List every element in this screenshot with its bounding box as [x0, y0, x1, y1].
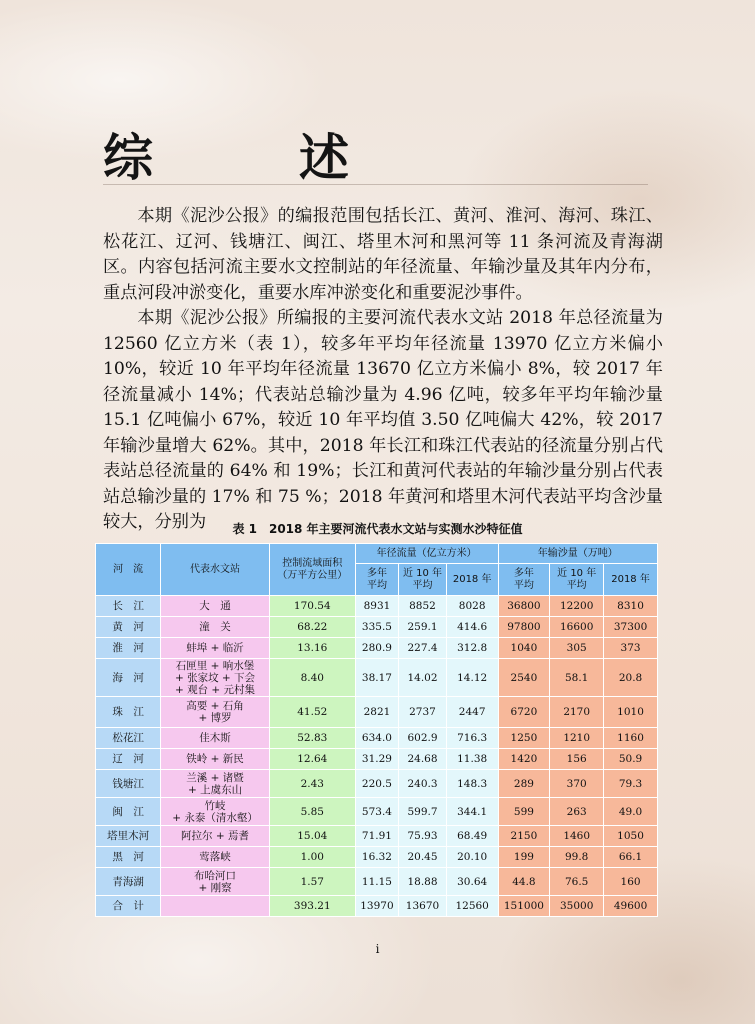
- cell-river: 辽 河: [96, 749, 161, 770]
- header-sediment-avg: 多年 平均: [498, 564, 550, 596]
- cell-r-10: 2737: [399, 697, 447, 728]
- cell-s-avg: 36800: [498, 596, 550, 617]
- cell-r-10: 8852: [399, 596, 447, 617]
- table-row: [96, 659, 658, 697]
- cell-area: 1.57: [269, 868, 355, 896]
- cell-r-avg: 634.0: [355, 728, 398, 749]
- cell-river: 黄 河: [96, 617, 161, 638]
- cell-area: 5.85: [269, 798, 355, 826]
- header-sediment-group: 年输沙量（万吨）: [498, 544, 657, 564]
- cell-area: 2.43: [269, 770, 355, 798]
- table-body: [96, 596, 658, 917]
- cell-river: 淮 河: [96, 638, 161, 659]
- cell-s-2018: 20.8: [604, 659, 658, 697]
- cell-s-avg: 151000: [498, 896, 550, 917]
- cell-s-avg: 1420: [498, 749, 550, 770]
- cell-area: 1.00: [269, 847, 355, 868]
- cell-s-10: 305: [550, 638, 604, 659]
- cell-r-2018: 344.1: [446, 798, 498, 826]
- table-row: [96, 798, 658, 826]
- cell-r-10: 14.02: [399, 659, 447, 697]
- cell-r-2018: 148.3: [446, 770, 498, 798]
- cell-river: 塔里木河: [96, 826, 161, 847]
- cell-s-avg: 2540: [498, 659, 550, 697]
- cell-river: 珠 江: [96, 697, 161, 728]
- cell-s-10: 156: [550, 749, 604, 770]
- table-row: [96, 770, 658, 798]
- table-row: [96, 638, 658, 659]
- cell-area: 170.54: [269, 596, 355, 617]
- cell-r-10: 599.7: [399, 798, 447, 826]
- hydrology-table: [95, 543, 658, 917]
- cell-s-2018: 8310: [604, 596, 658, 617]
- cell-r-avg: 11.15: [355, 868, 398, 896]
- table-row: [96, 847, 658, 868]
- cell-area: 68.22: [269, 617, 355, 638]
- cell-s-2018: 66.1: [604, 847, 658, 868]
- cell-r-2018: 8028: [446, 596, 498, 617]
- cell-s-10: 12200: [550, 596, 604, 617]
- cell-s-10: 99.8: [550, 847, 604, 868]
- header-runoff-group: 年径流量（亿立方米）: [355, 544, 498, 564]
- cell-station: 石匣里 + 响水堡 + 张家坟 + 下会 + 观台 + 元村集: [161, 659, 270, 697]
- cell-s-2018: 37300: [604, 617, 658, 638]
- title-divider: [103, 184, 648, 185]
- cell-r-2018: 14.12: [446, 659, 498, 697]
- cell-s-avg: 2150: [498, 826, 550, 847]
- page-number: i: [375, 942, 380, 956]
- table-caption: 表 1 2018 年主要河流代表水文站与实测水沙特征值: [232, 522, 523, 536]
- cell-river: 青海湖: [96, 868, 161, 896]
- header-runoff-2018: 2018 年: [446, 564, 498, 596]
- cell-station: 潼 关: [161, 617, 270, 638]
- cell-r-2018: 20.10: [446, 847, 498, 868]
- cell-area: 52.83: [269, 728, 355, 749]
- cell-s-2018: 49600: [604, 896, 658, 917]
- cell-s-avg: 599: [498, 798, 550, 826]
- cell-s-10: 58.1: [550, 659, 604, 697]
- header-area: 控制流域面积 （万平方公里）: [269, 544, 355, 596]
- table-row: [96, 749, 658, 770]
- header-runoff-10yr: 近 10 年 平均: [399, 564, 447, 596]
- cell-area: 15.04: [269, 826, 355, 847]
- cell-river: 黑 河: [96, 847, 161, 868]
- cell-area: 13.16: [269, 638, 355, 659]
- cell-s-10: 370: [550, 770, 604, 798]
- cell-s-avg: 1040: [498, 638, 550, 659]
- cell-s-10: 1210: [550, 728, 604, 749]
- table-row: [96, 728, 658, 749]
- table-row: [96, 826, 658, 847]
- header-sediment-10yr: 近 10 年 平均: [550, 564, 604, 596]
- cell-r-2018: 312.8: [446, 638, 498, 659]
- paragraph-1: 本期《泥沙公报》的编报范围包括长江、黄河、淮河、海河、珠江、松花江、辽河、钱塘江、闽江、塔里木河和黑河等 11 条河流及青海湖区。内容包括河流主要水文控制站的年径流量、年输沙量及其年内分布，重点河段冲淤变化，重要水库冲淤变化和重要泥沙事件。: [103, 206, 663, 303]
- cell-r-10: 240.3: [399, 770, 447, 798]
- header-runoff-avg: 多年 平均: [355, 564, 398, 596]
- cell-s-2018: 1050: [604, 826, 658, 847]
- header-river: 河 流: [96, 544, 161, 596]
- cell-s-2018: 1010: [604, 697, 658, 728]
- table-row: [96, 596, 658, 617]
- cell-r-2018: 30.64: [446, 868, 498, 896]
- cell-station: 布哈河口 + 刚察: [161, 868, 270, 896]
- cell-station: 高要 + 石角 + 博罗: [161, 697, 270, 728]
- cell-station: 莺落峡: [161, 847, 270, 868]
- cell-r-avg: 280.9: [355, 638, 398, 659]
- cell-s-2018: 1160: [604, 728, 658, 749]
- cell-station: [161, 896, 270, 917]
- cell-river: 松花江: [96, 728, 161, 749]
- cell-s-2018: 373: [604, 638, 658, 659]
- cell-s-avg: 6720: [498, 697, 550, 728]
- cell-r-10: 227.4: [399, 638, 447, 659]
- cell-station: 大 通: [161, 596, 270, 617]
- cell-river: 闽 江: [96, 798, 161, 826]
- cell-r-2018: 12560: [446, 896, 498, 917]
- cell-station: 佳木斯: [161, 728, 270, 749]
- cell-r-10: 13670: [399, 896, 447, 917]
- cell-s-10: 16600: [550, 617, 604, 638]
- cell-r-avg: 38.17: [355, 659, 398, 697]
- cell-r-avg: 8931: [355, 596, 398, 617]
- header-station: 代表水文站: [161, 544, 270, 596]
- cell-station: 阿拉尔 + 焉耆: [161, 826, 270, 847]
- cell-r-10: 24.68: [399, 749, 447, 770]
- cell-station: 兰溪 + 诸暨 + 上虞东山: [161, 770, 270, 798]
- table-row: [96, 617, 658, 638]
- table-row: [96, 896, 658, 917]
- cell-r-avg: 71.91: [355, 826, 398, 847]
- cell-s-10: 1460: [550, 826, 604, 847]
- paragraph-2: 本期《泥沙公报》所编报的主要河流代表水文站 2018 年总径流量为 12560 亿立方米（表 1），较多年平均年径流量 13970 亿立方米偏小 10%，较近 10 年平均年径流量 13670 亿立方米偏小 8%，较 2017 年径流量减小 14%；代表站总输沙量为 4.96 亿吨，较多年平均年输沙量 15.1 亿吨偏小 67%，较近 10 年平均值 3.50 亿吨偏大 42%，较 2017 年输沙量增大 62%。其中，2018 年长江和珠江代表站的径流量分别占代表站总径流量的 64% 和 19%；长江和黄河代表站的年输沙量分别占代表站总输沙量的 17% 和 75 %；2018 年黄河和塔里木河代表站平均含沙量较大，分别为: [103, 308, 663, 532]
- cell-s-10: 76.5: [550, 868, 604, 896]
- cell-river: 长 江: [96, 596, 161, 617]
- cell-s-10: 2170: [550, 697, 604, 728]
- cell-s-2018: 160: [604, 868, 658, 896]
- cell-station: 竹岐 + 永泰（清水壑）: [161, 798, 270, 826]
- cell-r-avg: 13970: [355, 896, 398, 917]
- cell-s-avg: 1250: [498, 728, 550, 749]
- cell-s-10: 263: [550, 798, 604, 826]
- body-text: [103, 204, 663, 536]
- header-sediment-2018: 2018 年: [604, 564, 658, 596]
- cell-s-2018: 79.3: [604, 770, 658, 798]
- cell-r-avg: 31.29: [355, 749, 398, 770]
- cell-s-avg: 44.8: [498, 868, 550, 896]
- cell-station: 铁岭 + 新民: [161, 749, 270, 770]
- cell-area: 12.64: [269, 749, 355, 770]
- cell-r-10: 602.9: [399, 728, 447, 749]
- cell-river: 钱塘江: [96, 770, 161, 798]
- cell-s-avg: 289: [498, 770, 550, 798]
- cell-s-2018: 50.9: [604, 749, 658, 770]
- cell-r-2018: 716.3: [446, 728, 498, 749]
- cell-r-10: 75.93: [399, 826, 447, 847]
- cell-station: 蚌埠 + 临沂: [161, 638, 270, 659]
- cell-s-avg: 199: [498, 847, 550, 868]
- table-row: [96, 697, 658, 728]
- cell-r-avg: 573.4: [355, 798, 398, 826]
- cell-r-avg: 2821: [355, 697, 398, 728]
- cell-r-10: 259.1: [399, 617, 447, 638]
- cell-river: 海 河: [96, 659, 161, 697]
- cell-r-avg: 220.5: [355, 770, 398, 798]
- cell-area: 8.40: [269, 659, 355, 697]
- table-row: [96, 868, 658, 896]
- cell-r-10: 18.88: [399, 868, 447, 896]
- cell-s-10: 35000: [550, 896, 604, 917]
- cell-area: 393.21: [269, 896, 355, 917]
- cell-r-2018: 68.49: [446, 826, 498, 847]
- cell-s-2018: 49.0: [604, 798, 658, 826]
- cell-area: 41.52: [269, 697, 355, 728]
- cell-r-2018: 11.38: [446, 749, 498, 770]
- cell-r-2018: 414.6: [446, 617, 498, 638]
- cell-river: 合 计: [96, 896, 161, 917]
- cell-r-2018: 2447: [446, 697, 498, 728]
- cell-s-avg: 97800: [498, 617, 550, 638]
- cell-r-avg: 16.32: [355, 847, 398, 868]
- page-title: 综 述: [103, 128, 397, 187]
- cell-r-avg: 335.5: [355, 617, 398, 638]
- cell-r-10: 20.45: [399, 847, 447, 868]
